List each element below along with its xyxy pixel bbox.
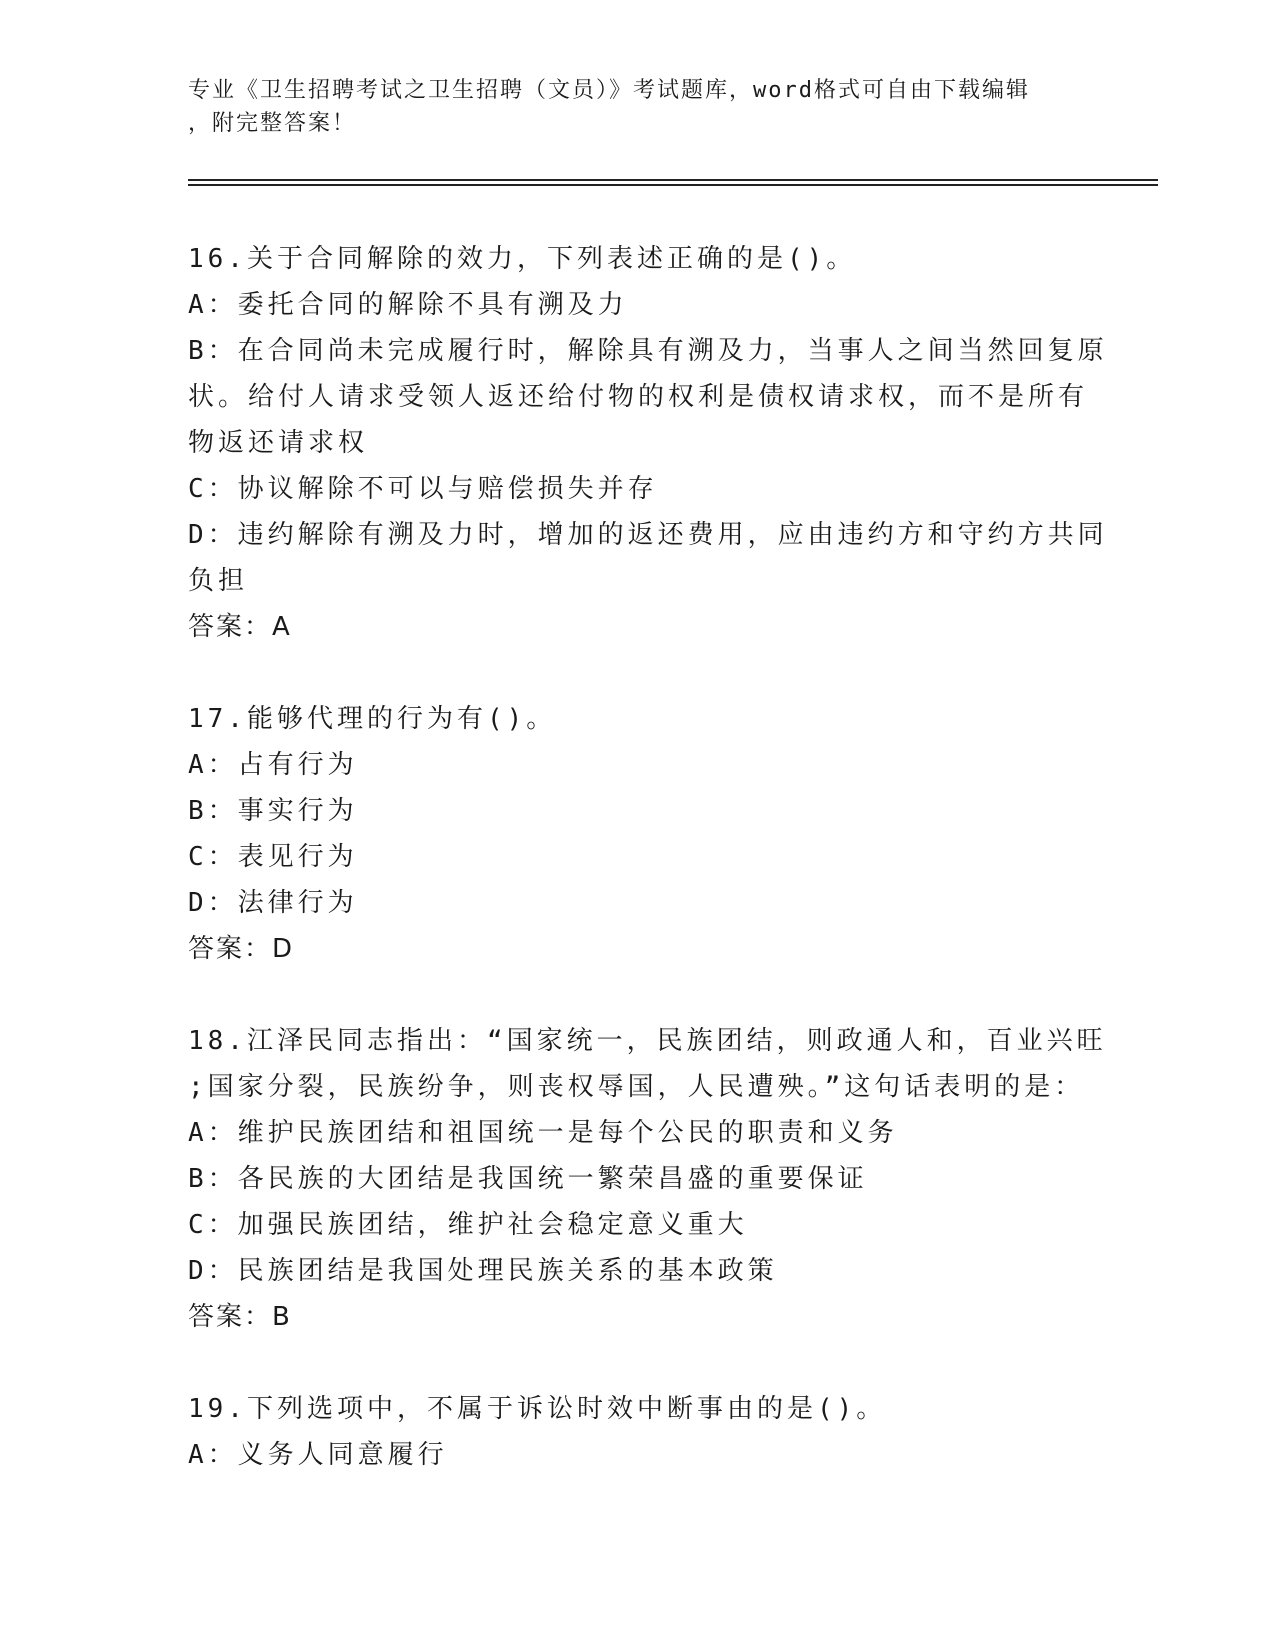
option-d: D：违约解除有溯及力时，增加的返还费用，应由违约方和守约方共同 — [188, 520, 1108, 550]
option-b: B：在合同尚未完成履行时，解除具有溯及力，当事人之间当然回复原 — [188, 336, 1108, 366]
answer-label: 答案：A — [188, 612, 292, 642]
option-a: A：义务人同意履行 — [188, 1440, 448, 1470]
question-stem: 19.下列选项中，不属于诉讼时效中断事由的是()。 — [188, 1394, 887, 1424]
document-header — [188, 74, 1088, 140]
header-line-1: 专业《卫生招聘考试之卫生招聘（文员）》考试题库，word格式可自由下载编辑 — [188, 78, 1030, 103]
question-18 — [188, 1018, 1107, 1340]
option-d: D：民族团结是我国处理民族关系的基本政策 — [188, 1256, 778, 1286]
option-d: D：法律行为 — [188, 888, 358, 918]
question-stem-continued: ;国家分裂，民族纷争，则丧权辱国，人民遭殃。”这句话表明的是： — [188, 1072, 1085, 1102]
question-gap — [188, 1340, 1088, 1386]
option-d-continued: 负担 — [188, 566, 249, 596]
question-stem: 18.江泽民同志指出：“国家统一，民族团结，则政通人和，百业兴旺 — [188, 1026, 1107, 1056]
option-b-continued: 状。给付人请求受领人返还给付物的权利是债权请求权，而不是所有 — [188, 382, 1089, 412]
question-17 — [188, 696, 1088, 972]
question-gap — [188, 650, 1088, 696]
header-line-2: ，附完整答案！ — [188, 111, 357, 136]
option-c: C：表见行为 — [188, 842, 358, 872]
answer-label: 答案：D — [188, 934, 295, 964]
option-a: A：维护民族团结和祖国统一是每个公民的职责和义务 — [188, 1118, 898, 1148]
option-b-continued: 物返还请求权 — [188, 428, 369, 458]
option-c: C：加强民族团结，维护社会稳定意义重大 — [188, 1210, 748, 1240]
question-stem: 16.关于合同解除的效力，下列表述正确的是()。 — [188, 244, 857, 274]
question-19 — [188, 1386, 1088, 1478]
option-b: B：各民族的大团结是我国统一繁荣昌盛的重要保证 — [188, 1164, 868, 1194]
question-gap — [188, 972, 1088, 1018]
answer-label: 答案：B — [188, 1302, 292, 1332]
option-b: B：事实行为 — [188, 796, 358, 826]
question-16 — [188, 236, 1108, 650]
option-c: C：协议解除不可以与赔偿损失并存 — [188, 474, 658, 504]
option-a: A：占有行为 — [188, 750, 358, 780]
option-a: A：委托合同的解除不具有溯及力 — [188, 290, 628, 320]
question-stem: 17.能够代理的行为有()。 — [188, 704, 557, 734]
header-divider-top — [188, 179, 1158, 181]
question-list — [188, 236, 1108, 1478]
header-divider-bottom — [188, 184, 1158, 186]
